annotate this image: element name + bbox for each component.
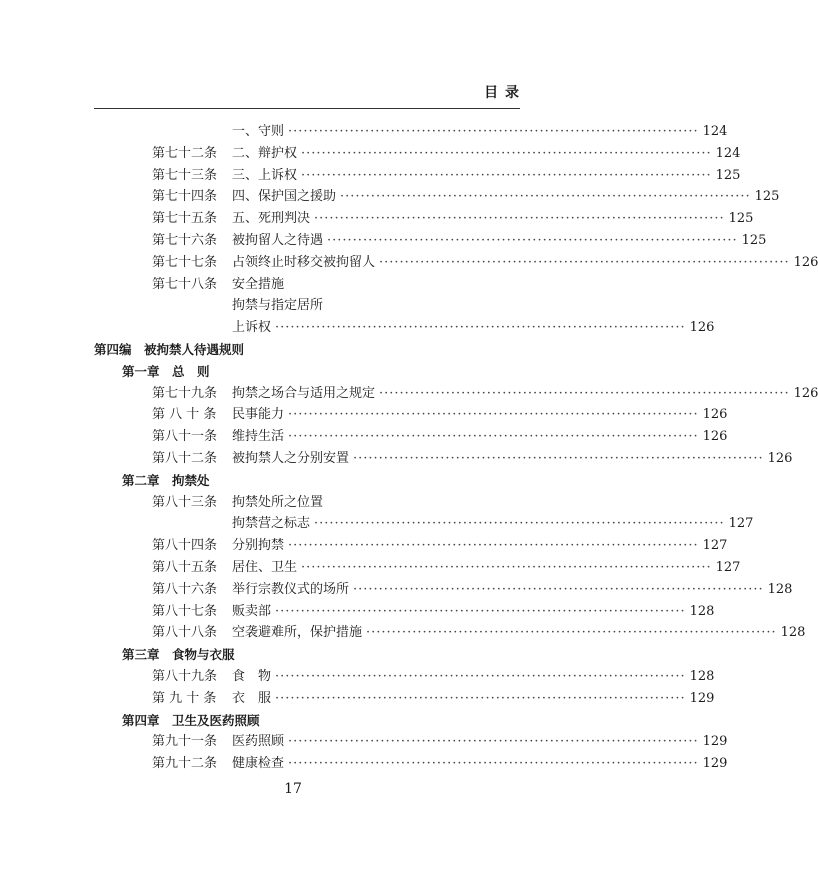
article-number: 第八十五条 (152, 559, 218, 575)
entry-title-line (232, 121, 728, 143)
dot-leader: ················································································ (340, 189, 751, 205)
entry-page: 125 (741, 232, 767, 248)
entry-title-line (232, 208, 754, 230)
chapter-heading: 第二章 拘禁处 (122, 472, 210, 488)
entry-title: 衣 服 (232, 690, 272, 706)
entry-page: 129 (689, 690, 715, 706)
page-number: 17 (284, 781, 302, 797)
article-number: 第七十六条 (152, 232, 218, 248)
entry-title-line (232, 492, 323, 514)
entry-page: 126 (793, 385, 818, 401)
dot-leader: ················································································ (379, 385, 790, 401)
dot-leader: ················································································ (288, 124, 699, 139)
dot-leader: ················································································ (288, 407, 699, 423)
article-number: 第七十三条 (152, 167, 218, 183)
toc-entry (0, 448, 793, 470)
entry-title-line (232, 601, 715, 623)
entry-title: 安全措施 (232, 276, 285, 292)
toc-entry (0, 383, 818, 405)
article-number: 第八十三条 (152, 494, 218, 510)
dot-leader: ················································································ (353, 581, 764, 597)
dot-leader: ················································································ (288, 756, 699, 772)
toc-entry (0, 622, 806, 644)
entry-title-line (232, 230, 767, 252)
entry-title: 被拘禁人之分别安置 (232, 450, 350, 466)
entry-title: 被拘留人之待遇 (232, 232, 324, 248)
entry-page: 124 (702, 124, 728, 139)
entry-page: 126 (702, 407, 728, 423)
entry-title: 贩卖部 (232, 603, 272, 619)
article-number: 第八十一条 (152, 429, 218, 445)
toc-entry (0, 601, 715, 623)
entry-page: 128 (767, 581, 793, 597)
entry-title-line (232, 165, 741, 187)
entry-title-line (232, 688, 715, 710)
dot-leader: ················································································ (275, 690, 686, 706)
entry-title: 健康检查 (232, 756, 285, 772)
chapter-heading-row (0, 710, 586, 732)
article-number: 第八十九条 (152, 668, 218, 684)
toc-entry (0, 317, 715, 339)
toc-entry (0, 557, 741, 579)
toc-entry (0, 186, 780, 208)
article-number: 第九十二条 (152, 756, 218, 772)
header-rule (94, 108, 520, 109)
entry-title: 维持生活 (232, 429, 285, 445)
entry-title: 拘禁营之标志 (232, 516, 311, 532)
running-title: 目 录 (484, 85, 520, 101)
article-number: 第七十七条 (152, 254, 218, 270)
dot-leader: ················································································ (301, 145, 712, 161)
dot-leader: ················································································ (314, 211, 725, 227)
toc-entry (0, 252, 818, 274)
dot-leader: ················································································ (353, 450, 764, 466)
toc-entry (0, 731, 728, 753)
toc-entry (0, 295, 586, 317)
article-number: 第八十四条 (152, 538, 218, 554)
part-heading: 第四编 被拘禁人待遇规则 (94, 341, 245, 357)
entry-title: 举行宗教仪式的场所 (232, 581, 350, 597)
entry-title-line (232, 274, 284, 296)
toc-entry (0, 535, 728, 557)
toc-entry (0, 492, 586, 514)
entry-page: 128 (689, 603, 715, 619)
article-number: 第八十七条 (152, 603, 218, 619)
entry-page: 126 (793, 254, 818, 270)
toc-entry (0, 426, 728, 448)
entry-title: 四、保护国之援助 (232, 189, 337, 205)
entry-title: 民事能力 (232, 407, 285, 423)
entry-page: 127 (715, 559, 741, 575)
article-number: 第九十一条 (152, 734, 218, 750)
entry-title-line (232, 317, 715, 339)
entry-page: 125 (754, 189, 780, 205)
dot-leader: ················································································ (275, 603, 686, 619)
entry-title: 空袭避难所，保护措施 (232, 625, 363, 641)
entry-page: 127 (728, 516, 754, 532)
entry-page: 129 (702, 734, 728, 750)
article-number: 第七十五条 (152, 211, 218, 227)
entry-title-line (232, 186, 780, 208)
toc-entry (0, 513, 754, 535)
article-number: 第八十二条 (152, 450, 218, 466)
dot-leader: ················································································ (288, 538, 699, 554)
entry-title: 食 物 (232, 668, 272, 684)
entry-page: 125 (715, 167, 741, 183)
chapter-heading: 第一章 总 则 (122, 363, 210, 379)
toc-entry (0, 230, 767, 252)
entry-page: 124 (715, 145, 741, 161)
entry-title-line (232, 753, 728, 775)
part-heading-row (0, 339, 586, 361)
dot-leader: ················································································ (288, 734, 699, 750)
entry-page: 128 (780, 625, 806, 641)
article-number: 第七十四条 (152, 189, 218, 205)
dot-leader: ················································································ (275, 668, 686, 684)
entry-page: 128 (689, 668, 715, 684)
toc-entry (0, 404, 728, 426)
toc-entry (0, 208, 754, 230)
entry-page: 129 (702, 756, 728, 772)
toc-entry (0, 165, 741, 187)
entry-title-line (232, 295, 323, 317)
dot-leader: ················································································ (327, 232, 738, 248)
entry-title-line (232, 731, 728, 753)
entry-title-line (232, 252, 818, 274)
entry-page: 125 (728, 211, 754, 227)
toc-entry (0, 121, 728, 143)
dot-leader: ················································································ (366, 625, 777, 641)
entry-title: 居住、卫生 (232, 559, 298, 575)
dot-leader: ················································································ (275, 320, 686, 336)
chapter-heading: 第四章 卫生及医药照顾 (122, 712, 260, 728)
entry-page: 126 (689, 320, 715, 336)
entry-title-line (232, 143, 741, 165)
entry-title-line (232, 557, 741, 579)
article-number: 第七十九条 (152, 385, 218, 401)
chapter-heading-row (0, 361, 586, 383)
entry-page: 126 (702, 429, 728, 445)
toc-entry (0, 143, 741, 165)
chapter-heading: 第三章 食物与衣服 (122, 647, 235, 663)
chapter-heading-row (0, 470, 586, 492)
entry-title: 二、辩护权 (232, 145, 298, 161)
toc-entry (0, 688, 715, 710)
toc-entry (0, 753, 728, 775)
entry-title: 五、死刑判决 (232, 211, 311, 227)
article-number: 第八十八条 (152, 625, 218, 641)
entry-title: 拘禁与指定居所 (232, 298, 324, 314)
entry-title-line (232, 383, 818, 405)
entry-title-line (232, 535, 728, 557)
entry-title: 上诉权 (232, 320, 272, 336)
entry-title-line (232, 426, 728, 448)
entry-title: 一、守则 (232, 124, 285, 139)
dot-leader: ················································································ (288, 429, 699, 445)
dot-leader: ················································································ (379, 254, 790, 270)
toc-entry (0, 274, 586, 296)
table-of-contents (0, 121, 818, 775)
entry-title: 分别拘禁 (232, 538, 285, 554)
article-number: 第七十二条 (152, 145, 218, 161)
entry-page: 127 (702, 538, 728, 554)
dot-leader: ················································································ (301, 559, 712, 575)
dot-leader: ················································································ (314, 516, 725, 532)
article-number: 第八十六条 (152, 581, 218, 597)
entry-title: 拘禁之场合与适用之规定 (232, 385, 376, 401)
entry-title-line (232, 448, 793, 470)
entry-title: 拘禁处所之位置 (232, 494, 324, 510)
entry-title: 三、上诉权 (232, 167, 298, 183)
toc-entry (0, 579, 793, 601)
toc-entry (0, 666, 715, 688)
article-number: 第 八 十 条 (152, 407, 217, 423)
entry-title-line (232, 666, 715, 688)
entry-title: 医药照顾 (232, 734, 285, 750)
chapter-heading-row (0, 644, 586, 666)
entry-title-line (232, 513, 754, 535)
entry-title: 占领终止时移交被拘留人 (232, 254, 376, 270)
dot-leader: ················································································ (301, 167, 712, 183)
article-number: 第七十八条 (152, 276, 218, 292)
entry-title-line (232, 404, 728, 426)
entry-title-line (232, 622, 806, 644)
entry-title-line (232, 579, 793, 601)
entry-page: 126 (767, 450, 793, 466)
article-number: 第 九 十 条 (152, 690, 217, 706)
